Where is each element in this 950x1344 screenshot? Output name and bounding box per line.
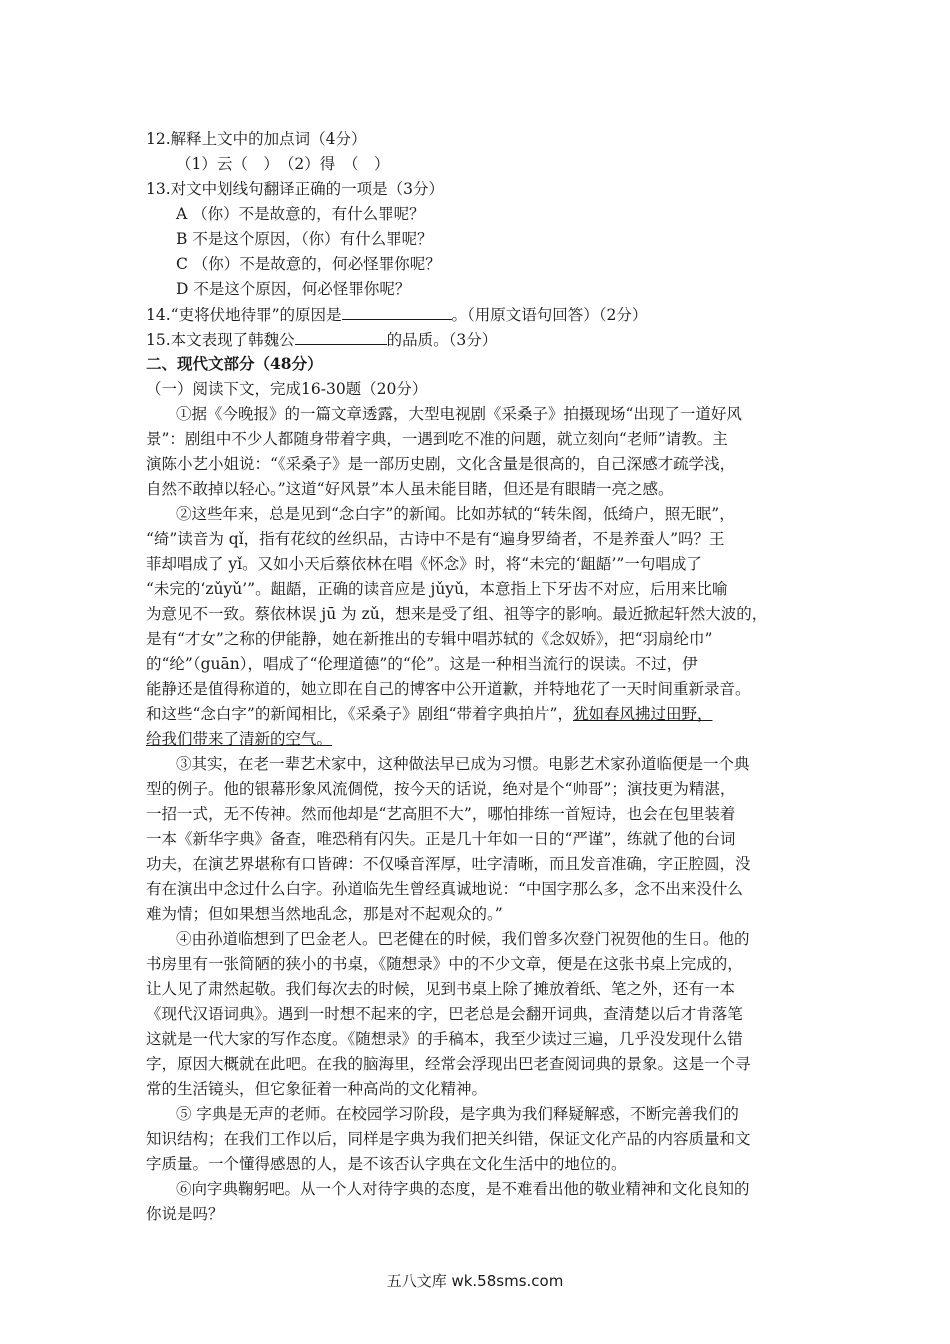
passage-line: 是有“才女”之称的伊能静，她在新推出的专辑中唱苏轼的《念奴娇》，把“羽扇纶巾”: [146, 630, 713, 648]
passage-line: ④由孙道临想到了巴金老人。巴老健在的时候，我们曾多次登门祝贺他的生日。他的: [176, 930, 750, 948]
passage-line: 常的生活镜头，但它象征着一种高尚的文化精神。: [146, 1080, 488, 1098]
question-12-title: 12.解释上文中的加点词（4分）: [146, 130, 367, 148]
answer-blank-14[interactable]: [342, 303, 452, 320]
passage-line: ⑤ 字典是无声的老师。在校园学习阶段，是字典为我们释疑解惑，不断完善我们的: [176, 1105, 739, 1123]
passage-line: 《现代汉语词典》。遇到一时想不起来的字，巴老总是会翻开词典，查清楚以后才肯落笔: [146, 1005, 743, 1023]
question-14-suffix: 。（用原文语句回答）（2分）: [451, 306, 648, 324]
passage-line: ②这些年来，总是见到“念白字”的新闻。比如苏轼的“转朱阁，低绮户，照无眠”，: [176, 505, 735, 523]
passage-line: 一本《新华字典》备查，唯恐稍有闪失。正是几十年如一日的“严谨”，练就了他的台词: [146, 830, 736, 848]
question-12-items: （1）云（ ） （2）得 （ ）: [176, 155, 390, 173]
passage-line: 型的例子。他的银幕形象风流倜傥，按今天的话说，绝对是个“帅哥”；演技更为精湛，: [146, 780, 736, 798]
passage-line: 能静还是值得称道的，她立即在自己的博客中公开道歉，并特地花了一天时间重新录音。: [146, 680, 751, 698]
footer-watermark: 五八文库 wk.58sms.com: [386, 1272, 564, 1290]
question-15: [146, 328, 497, 351]
underlined-sentence: 犹如春风拂过田野，: [572, 705, 713, 723]
passage-line: 为意见不一致。蔡依林误 jū 为 zǔ，想来是受了组、祖等字的影响。最近掀起轩然大波的，: [146, 605, 768, 623]
passage-line: 字，原因大概就在此吧。在我的脑海里，经常会浮现出巴老查阅词典的景象。这是一个寻: [146, 1055, 751, 1073]
answer-blank-15[interactable]: [295, 328, 387, 345]
question-13-option-c: C （你）不是故意的，何必怪罪你呢？: [176, 255, 441, 273]
question-15-text: 15.本文表现了韩魏公: [146, 331, 295, 349]
passage-line: [146, 728, 802, 750]
passage-line: ①据《今晚报》的一篇文章透露，大型电视剧《采桑子》拍摄现场“出现了一道好风: [176, 405, 742, 423]
passage-line: ③其实，在老一辈艺术家中，这种做法早已成为习惯。电影艺术家孙道临便是一个典: [176, 755, 750, 773]
passage-line: 有在演出中念过什么白字。孙道临先生曾经真诚地说：“中国字那么多，念不出来没什么: [146, 880, 743, 898]
passage-line: 一招一式，无不传神。然而他却是“艺高胆不大”，哪怕排练一首短诗，也会在包里装着: [146, 805, 736, 823]
question-14-text: 14.“吏将伏地待罪”的原因是: [146, 306, 342, 324]
passage-line: ⑥向字典鞠躬吧。从一个人对待字典的态度，是不难看出他的敬业精神和文化良知的: [176, 1180, 750, 1198]
passage-line: 知识结构；在我们工作以后，同样是字典为我们把关纠错，保证文化产品的内容质量和文: [146, 1130, 751, 1148]
passage-line: 自然不敢掉以轻心。”这道“好风景”本人虽未能目睹，但还是有眼睛一亮之感。: [146, 480, 674, 498]
passage-line: “未完的‘zǔyǔ’”。龃龉，正确的读音应是 jǔyǔ，本意指上下牙齿不对应，后用来比喻: [146, 580, 728, 598]
passage-line: 字质量。一个懂得感恩的人，是不该否认字典在文化生活中的地位的。: [146, 1155, 627, 1173]
question-13-option-a: A （你）不是故意的，有什么罪呢？: [176, 205, 425, 223]
question-13-option-d: D 不是这个原因，何必怪罪你呢？: [176, 280, 411, 298]
passage-line: 景”：剧组中不少人都随身带着字典，一遇到吃不准的问题，就立刻向“老师”请教。主: [146, 430, 728, 448]
question-13-title: 13.对文中划线句翻译正确的一项是（3分）: [146, 180, 445, 198]
question-15-suffix: 的品质。（3分）: [386, 331, 498, 349]
passage-line: 这就是一代大家的写作态度。《随想录》的手稿本，我至少读过三遍，几乎没发现什么错: [146, 1030, 743, 1048]
passage-line: 演陈小艺小姐说：“《采桑子》是一部历史剧，文化含量是很高的，自己深感才疏学浅，: [146, 455, 736, 473]
passage-line: 菲却唱成了 yǐ。又如小天后蔡依林在唱《怀念》时，将“未完的‘龃龉’”一句唱成了: [146, 555, 702, 573]
passage-text: 和这些“念白字”的新闻相比，《采桑子》剧组“带着字典拍片”，: [146, 705, 573, 723]
passage-line: 书房里有一张简陋的狭小的书桌，《随想录》中的不少文章，便是在这张书桌上完成的，: [146, 955, 743, 973]
passage-line: 的“纶”（guān），唱成了“伦理道德”的“伦”。这是一种相当流行的误读。不过，伊: [146, 655, 698, 673]
passage-line: 让人见了肃然起敬。我们每次去的时候，见到书桌上除了摊放着纸、笔之外，还有一本: [146, 980, 736, 998]
section-subheading: （一）阅读下文，完成16-30题（20分）: [146, 380, 428, 398]
underlined-sentence-end: 给我们带来了清新的空气。: [146, 730, 333, 748]
question-14: [146, 303, 647, 326]
passage-line: 功夫，在演艺界堪称有口皆碑：不仅嗓音浑厚，吐字清晰，而且发音准确，字正腔圆，没: [146, 855, 751, 873]
passage-line: “绮”读音为 qǐ，指有花纹的丝织品，古诗中不是有“遍身罗绮者，不是养蚕人”吗？王: [146, 530, 725, 548]
passage-line: 难为情；但如果想当然地乱念，那是对不起观众的。”: [146, 905, 503, 923]
question-13-option-b: B 不是这个原因，（你）有什么罪呢？: [176, 230, 433, 248]
passage-line: 你说是吗？: [146, 1205, 224, 1223]
passage-line: [146, 703, 802, 725]
section-heading: 二、现代文部分（48分）: [146, 354, 323, 373]
